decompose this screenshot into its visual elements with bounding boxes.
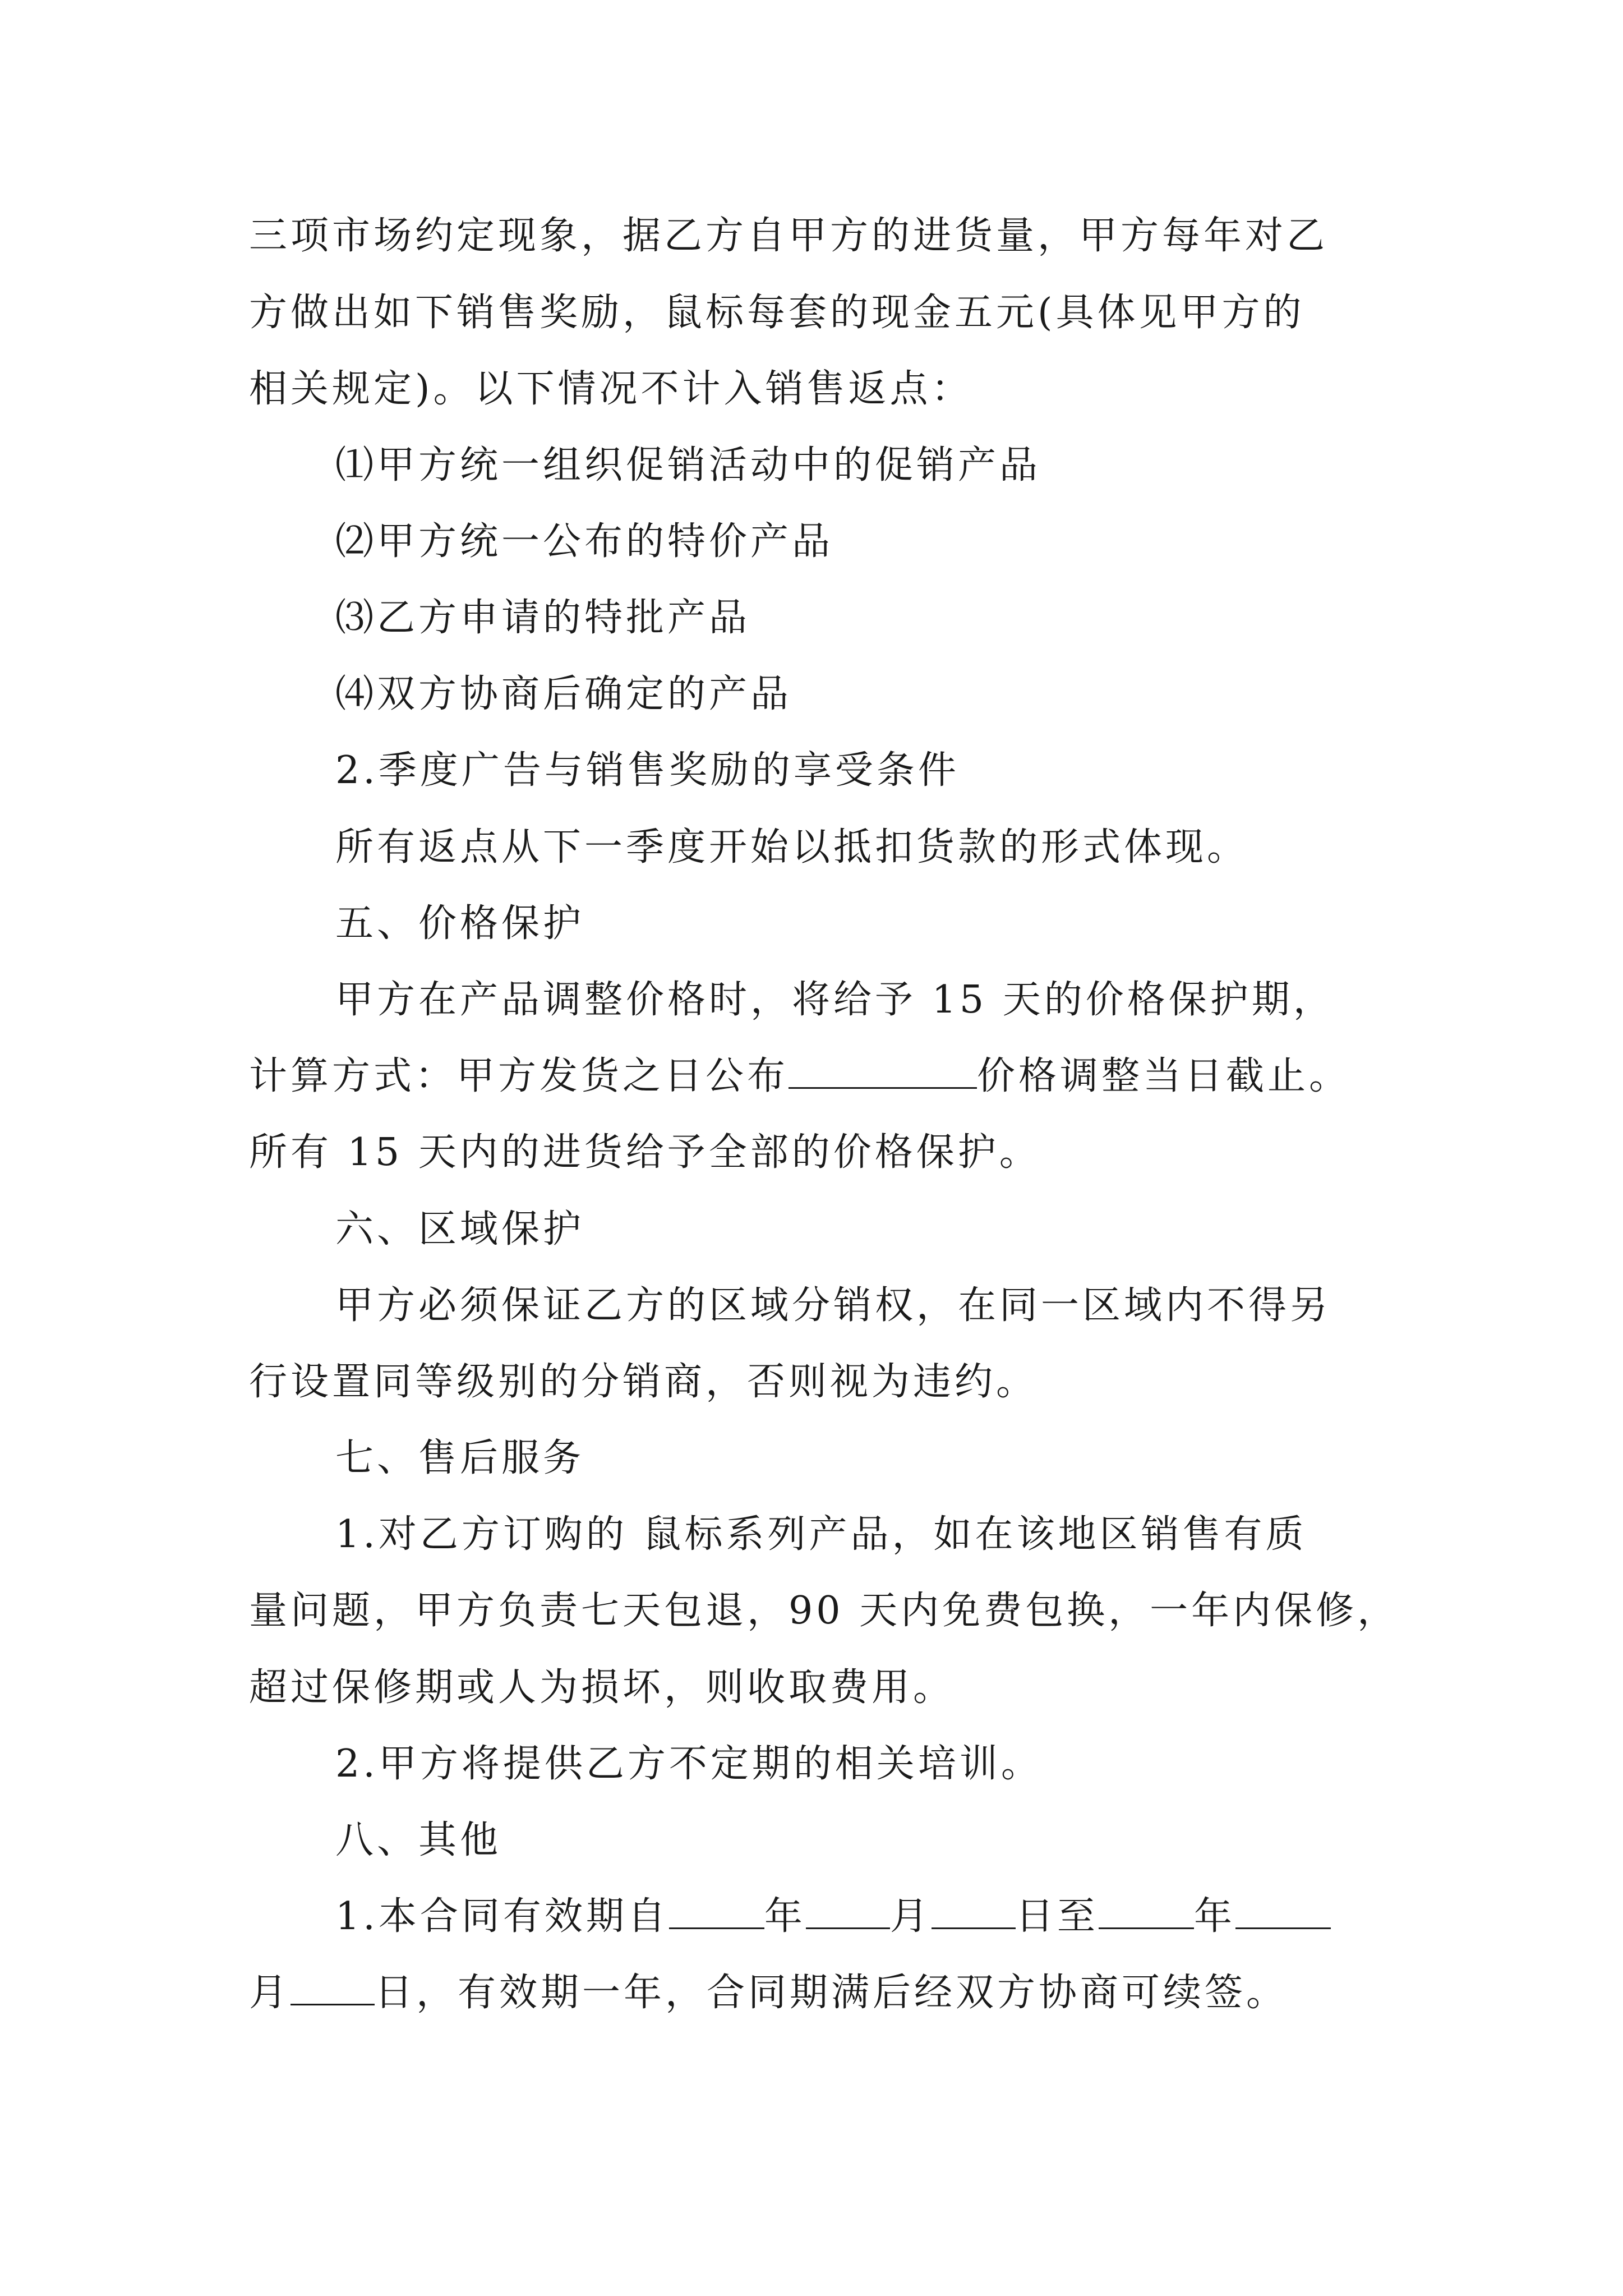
list-item: ⑵甲方统一公布的特价产品: [335, 519, 834, 564]
section-heading: 七、售后服务: [335, 1436, 585, 1480]
text-line: [249, 1967, 1415, 2019]
text-fragment: 年: [1193, 1894, 1235, 1939]
blank-line: [1235, 1894, 1331, 1929]
text-line: 行设置同等级别的分销商，否则视为违约。: [249, 1360, 1038, 1404]
text-fragment: 月: [249, 1971, 291, 2015]
text-line: [249, 1051, 1415, 1102]
text-fragment: 1.本合同有效期自: [335, 1894, 669, 1939]
text-line: 所有 15 天内的进货给予全部的价格保护。: [249, 1130, 1041, 1175]
text-line: [335, 1891, 1502, 1943]
text-line: 三项市场约定现象，据乙方自甲方的进货量，甲方每年对乙: [249, 214, 1329, 258]
text-line: 1.对乙方订购的 鼠标系列产品，如在该地区销售有质: [335, 1512, 1307, 1557]
text-line: 甲方在产品调整价格时，将给予 15 天的价格保护期，: [335, 978, 1335, 1022]
blank-line: [669, 1894, 764, 1929]
list-item: ⑴甲方统一组织促销活动中的促销产品: [335, 443, 1041, 487]
text-fragment: 年: [764, 1894, 806, 1939]
blank-line: [932, 1894, 1016, 1929]
section-heading: 五、价格保护: [335, 901, 585, 946]
blank-line: [789, 1053, 977, 1089]
text-fragment: 月: [889, 1894, 932, 1939]
text-fragment: 计算方式：甲方发货之日公布: [249, 1054, 789, 1098]
text-line: 超过保修期或人为损坏，则收取费用。: [249, 1665, 955, 1710]
text-line: 2.季度广告与销售奖励的享受条件: [335, 748, 960, 793]
list-item: ⑶乙方申请的特批产品: [335, 596, 751, 640]
text-line: 所有返点从下一季度开始以抵扣货款的形式体现。: [335, 825, 1249, 869]
text-fragment: 价格调整当日截止。: [977, 1054, 1351, 1098]
text-line: 2.甲方将提供乙方不定期的相关培训。: [335, 1742, 1043, 1786]
blank-line: [291, 1970, 375, 2005]
section-heading: 六、区域保护: [335, 1207, 585, 1251]
text-line: 相关规定)。以下情况不计入销售返点：: [249, 367, 973, 411]
blank-line: [1099, 1894, 1194, 1929]
text-line: 量问题，甲方负责七天包退，90 天内免费包换，一年内保修，: [249, 1589, 1399, 1633]
text-fragment: 日至: [1015, 1894, 1099, 1939]
text-line: 方做出如下销售奖励，鼠标每套的现金五元(具体见甲方的: [249, 291, 1305, 335]
section-heading: 八、其他: [335, 1818, 502, 1862]
text-fragment: 日，有效期一年，合同期满后经双方协商可续签。: [375, 1971, 1288, 2015]
list-item: ⑷双方协商后确定的产品: [335, 672, 792, 716]
blank-line: [806, 1894, 890, 1929]
text-line: 甲方必须保证乙方的区域分销权，在同一区域内不得另: [335, 1283, 1332, 1328]
